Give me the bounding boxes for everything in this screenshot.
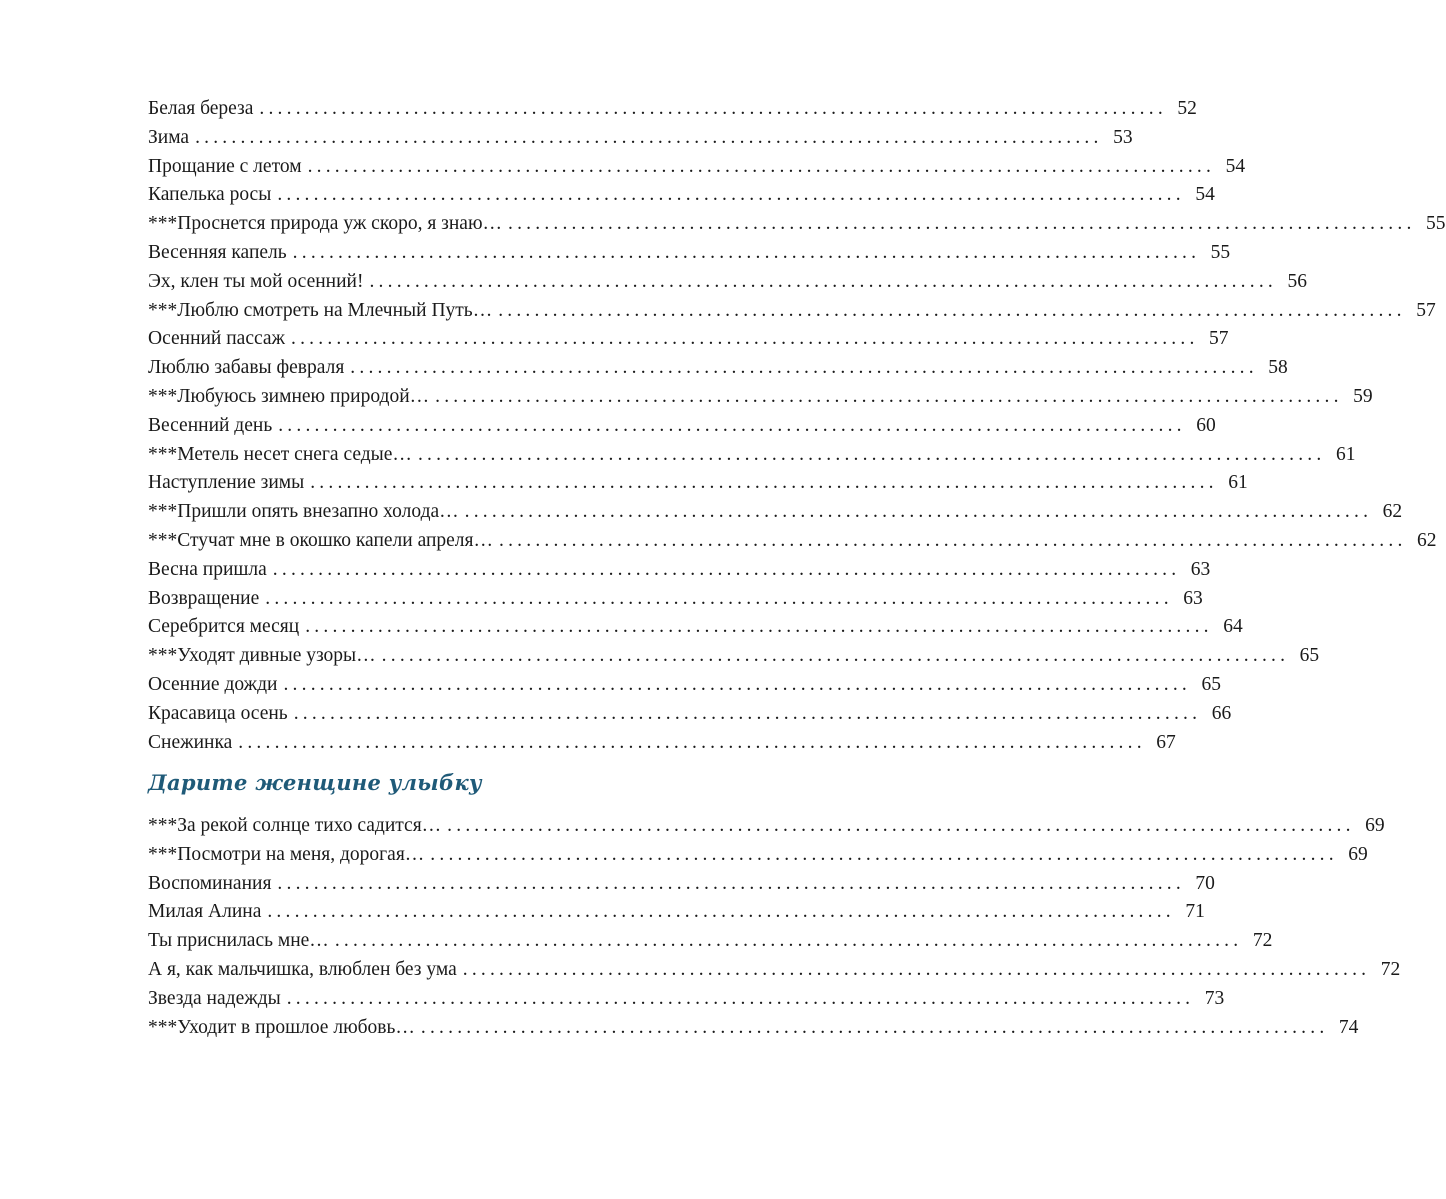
toc-entry-title: Белая береза <box>148 98 254 119</box>
toc-entry <box>148 498 1403 527</box>
toc-entry <box>148 841 1368 870</box>
toc-entry-title: Наступление зимы <box>148 472 305 494</box>
toc-entry-title: ***Метель несет снега седые… <box>148 443 412 465</box>
toc-entry-page-number: 70 <box>1195 872 1215 894</box>
toc-entry-page-number: 62 <box>1382 501 1403 523</box>
toc-entry-page-number: 58 <box>1268 357 1288 379</box>
toc-entry-title: Снежинка <box>148 731 233 753</box>
toc-entry-title: Весенняя капель <box>148 241 287 263</box>
toc-entry <box>148 95 1197 124</box>
dot-leader: .................................................................................................... <box>462 958 1371 980</box>
toc-entry-page-number: 54 <box>1225 155 1246 177</box>
toc-entry <box>148 268 1307 297</box>
toc-entry-page-number: 55 <box>1210 241 1231 263</box>
toc-entry-title: Милая Алина <box>148 901 262 923</box>
toc-entry-page-number: 73 <box>1204 987 1225 1009</box>
dot-leader: .................................................................................................... <box>334 930 1243 952</box>
toc-entry-page-number: 55 <box>1426 213 1446 235</box>
toc-entry-page-number: 52 <box>1177 98 1197 119</box>
toc-entry <box>148 469 1248 498</box>
dot-leader: .................................................................................................... <box>195 126 1103 148</box>
toc-entry-page-number: 71 <box>1185 901 1205 923</box>
toc-entry-page-number: 66 <box>1211 702 1232 724</box>
toc-entry-title: ***Посмотри на меня, дорогая… <box>148 843 425 865</box>
toc-entry <box>148 325 1229 354</box>
toc-entry-title: Весенний день <box>148 414 273 436</box>
toc-entry <box>148 297 1436 326</box>
dot-leader: .................................................................................................... <box>430 843 1338 865</box>
toc-entry-title: ***Люблю смотреть на Млечный Путь… <box>148 299 493 321</box>
toc-entry-title: Воспоминания <box>148 872 272 894</box>
toc-entry-page-number: 63 <box>1190 558 1211 580</box>
dot-leader: .................................................................................................... <box>292 241 1201 263</box>
toc-entry <box>148 700 1232 729</box>
toc-entry-page-number: 69 <box>1365 815 1385 836</box>
dot-leader: .................................................................................................... <box>498 299 1406 321</box>
toc-entry-page-number: 59 <box>1353 385 1373 407</box>
toc-entry-title: Эх, клен ты мой осенний! <box>148 270 364 292</box>
toc-entry-title: Осенний пассаж <box>148 328 286 350</box>
dot-leader: .................................................................................................... <box>267 901 1175 923</box>
dot-leader: .................................................................................................... <box>291 328 1199 350</box>
toc-entry-page-number: 67 <box>1156 731 1176 753</box>
dot-leader: .................................................................................................... <box>277 872 1185 894</box>
toc-entry-page-number: 57 <box>1416 299 1436 321</box>
toc-entry-page-number: 56 <box>1287 270 1307 292</box>
toc-entry <box>148 585 1203 614</box>
toc-entry <box>148 870 1215 899</box>
toc-list-section <box>148 812 1401 1042</box>
dot-leader: .................................................................................................... <box>381 645 1290 667</box>
dot-leader: .................................................................................................... <box>350 357 1258 379</box>
dot-leader: .................................................................................................... <box>305 616 1213 638</box>
toc-entry <box>148 354 1288 383</box>
dot-leader: .................................................................................................... <box>277 184 1185 206</box>
dot-leader: .................................................................................................... <box>499 529 1407 551</box>
toc-entry <box>148 153 1246 182</box>
toc-entry-page-number: 72 <box>1252 930 1273 952</box>
toc-entry-title: Звезда надежды <box>148 987 281 1009</box>
dot-leader: .................................................................................................... <box>307 155 1216 177</box>
toc-entry-title: Капелька росы <box>148 184 272 206</box>
toc-entry-title: Осенние дожди <box>148 673 278 695</box>
toc-entry <box>148 441 1356 470</box>
toc-entry-title: ***За рекой солнце тихо садится… <box>148 815 442 836</box>
toc-entry-page-number: 63 <box>1183 587 1203 609</box>
toc-entry-title: ***Уходит в прошлое любовь… <box>148 1016 415 1038</box>
toc-entry <box>148 383 1373 412</box>
toc-entry-page-number: 65 <box>1299 645 1320 667</box>
dot-leader: .................................................................................................... <box>278 414 1186 436</box>
toc-entry <box>148 985 1225 1014</box>
toc-entry-page-number: 54 <box>1195 184 1215 206</box>
dot-leader: .................................................................................................... <box>417 443 1326 465</box>
toc-entry-page-number: 53 <box>1113 126 1133 148</box>
toc-entry <box>148 956 1401 985</box>
dot-leader: .................................................................................................... <box>265 587 1173 609</box>
dot-leader: .................................................................................................... <box>283 673 1191 695</box>
toc-entry-page-number: 72 <box>1380 958 1401 980</box>
toc-entry <box>148 898 1205 927</box>
dot-leader: .................................................................................................... <box>369 270 1277 292</box>
toc-entry <box>148 1014 1359 1043</box>
toc-entry-title: А я, как мальчишка, влюблен без ума <box>148 958 457 980</box>
toc-entry-page-number: 69 <box>1348 843 1368 865</box>
toc-entry-page-number: 74 <box>1338 1016 1359 1038</box>
toc-entry-title: Весна пришла <box>148 558 267 580</box>
dot-leader: .................................................................................................... <box>435 385 1343 407</box>
dot-leader: .................................................................................................... <box>286 987 1195 1009</box>
dot-leader: .................................................................................................... <box>293 702 1202 724</box>
toc-entry-title: Серебрится месяц <box>148 616 300 638</box>
dot-leader: .................................................................................................... <box>259 98 1167 119</box>
toc-entry-title: ***Стучат мне в окошко капели апреля… <box>148 529 494 551</box>
toc-entry-page-number: 62 <box>1417 529 1437 551</box>
section-heading: Дарите женщине улыбку <box>148 770 482 795</box>
toc-entry <box>148 613 1243 642</box>
toc-entry-page-number: 65 <box>1201 673 1221 695</box>
dot-leader: .................................................................................................... <box>447 815 1355 836</box>
dot-leader: .................................................................................................... <box>238 731 1146 753</box>
toc-entry-title: Ты приснилась мне… <box>148 930 329 952</box>
toc-entry <box>148 181 1215 210</box>
dot-leader: .................................................................................................... <box>420 1016 1329 1038</box>
toc-entry <box>148 210 1446 239</box>
toc-entry-title: ***Пришли опять внезапно холода… <box>148 501 459 523</box>
dot-leader: .................................................................................................... <box>310 472 1218 494</box>
toc-entry-title: Красавица осень <box>148 702 288 724</box>
toc-entry-title: Возвращение <box>148 587 260 609</box>
toc-entry <box>148 812 1385 841</box>
dot-leader: .................................................................................................... <box>464 501 1373 523</box>
toc-entry <box>148 124 1133 153</box>
toc-entry-page-number: 64 <box>1223 616 1243 638</box>
toc-entry-page-number: 60 <box>1196 414 1216 436</box>
toc-entry <box>148 556 1211 585</box>
toc-entry <box>148 527 1437 556</box>
toc-entry-page-number: 61 <box>1335 443 1356 465</box>
dot-leader: .................................................................................................... <box>508 213 1416 235</box>
toc-entry-title: Люблю забавы февраля <box>148 357 345 379</box>
dot-leader: .................................................................................................... <box>272 558 1181 580</box>
toc-entry <box>148 239 1231 268</box>
toc-entry-title: Зима <box>148 126 190 148</box>
toc-entry <box>148 412 1216 441</box>
toc-entry-title: ***Любуюсь зимнею природой… <box>148 385 430 407</box>
toc-entry-title: ***Уходят дивные узоры… <box>148 645 376 667</box>
toc-entry <box>148 642 1320 671</box>
toc-list <box>148 95 1446 757</box>
toc-entry-title: ***Проснется природа уж скоро, я знаю… <box>148 213 503 235</box>
toc-entry <box>148 729 1176 758</box>
toc-entry <box>148 671 1221 700</box>
toc-entry <box>148 927 1273 956</box>
toc-entry-page-number: 61 <box>1228 472 1248 494</box>
toc-entry-title: Прощание с летом <box>148 155 302 177</box>
toc-entry-page-number: 57 <box>1209 328 1229 350</box>
